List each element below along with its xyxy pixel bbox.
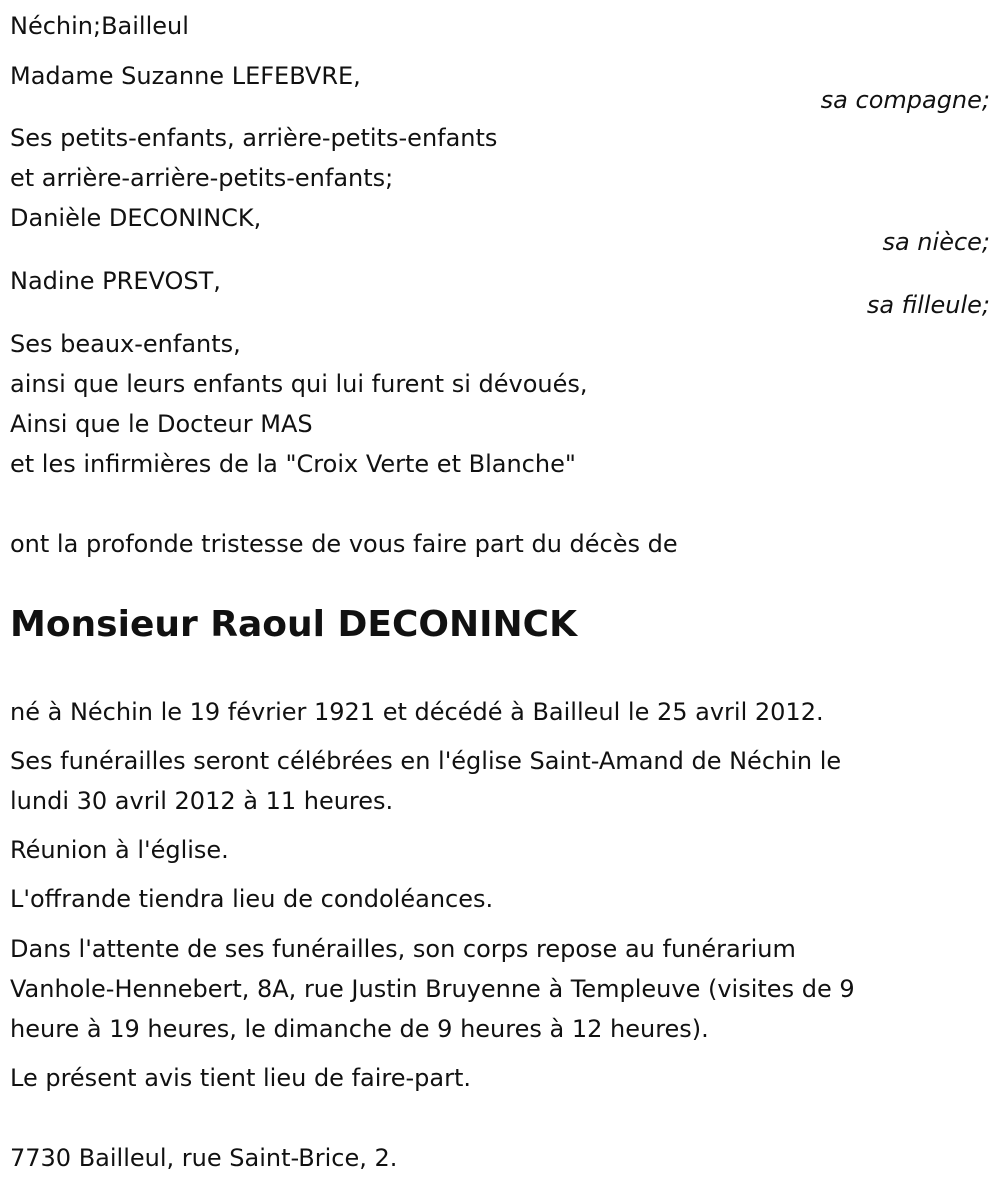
partner-name: Madame Suzanne LEFEBVRE, [10, 62, 361, 90]
niece-name: Danièle DECONINCK, [10, 204, 262, 232]
announcement-intro: ont la profonde tristesse de vous faire part du décès de [10, 530, 678, 558]
partner-role: sa compagne; [820, 86, 990, 114]
birth-death-line: né à Néchin le 19 février 1921 et décédé à Bailleul le 25 avril 2012. [10, 698, 824, 726]
rest-line-1: Dans l'attente de ses funérailles, son corps repose au funérarium [10, 935, 796, 963]
stepchildren-line-1: Ses beaux-enfants, [10, 330, 241, 358]
notice-line: Le présent avis tient lieu de faire-part. [10, 1064, 472, 1092]
location-header: Néchin;Bailleul [10, 12, 189, 40]
nurses-line: et les infirmières de la "Croix Verte et Blanche" [10, 450, 576, 478]
rest-line-2: Vanhole-Hennebert, 8A, rue Justin Bruyenne à Templeuve (visites de 9 [10, 975, 855, 1003]
goddaughter-role: sa filleule; [866, 291, 990, 319]
funeral-line-1: Ses funérailles seront célébrées en l'église Saint-Amand de Néchin le [10, 747, 842, 775]
meeting-line: Réunion à l'église. [10, 836, 229, 864]
niece-role: sa nièce; [882, 228, 990, 256]
offering-line: L'offrande tiendra lieu de condoléances. [10, 885, 494, 913]
stepchildren-line-2: ainsi que leurs enfants qui lui furent si dévoués, [10, 370, 588, 398]
doctor-line: Ainsi que le Docteur MAS [10, 410, 313, 438]
address-line: 7730 Bailleul, rue Saint-Brice, 2. [10, 1144, 398, 1172]
grandchildren-line-1: Ses petits-enfants, arrière-petits-enfants [10, 124, 498, 152]
rest-line-3: heure à 19 heures, le dimanche de 9 heures à 12 heures). [10, 1015, 709, 1043]
goddaughter-name: Nadine PREVOST, [10, 267, 221, 295]
grandchildren-line-2: et arrière-arrière-petits-enfants; [10, 164, 394, 192]
deceased-name: Monsieur Raoul DECONINCK [10, 604, 577, 645]
funeral-line-2: lundi 30 avril 2012 à 11 heures. [10, 787, 394, 815]
